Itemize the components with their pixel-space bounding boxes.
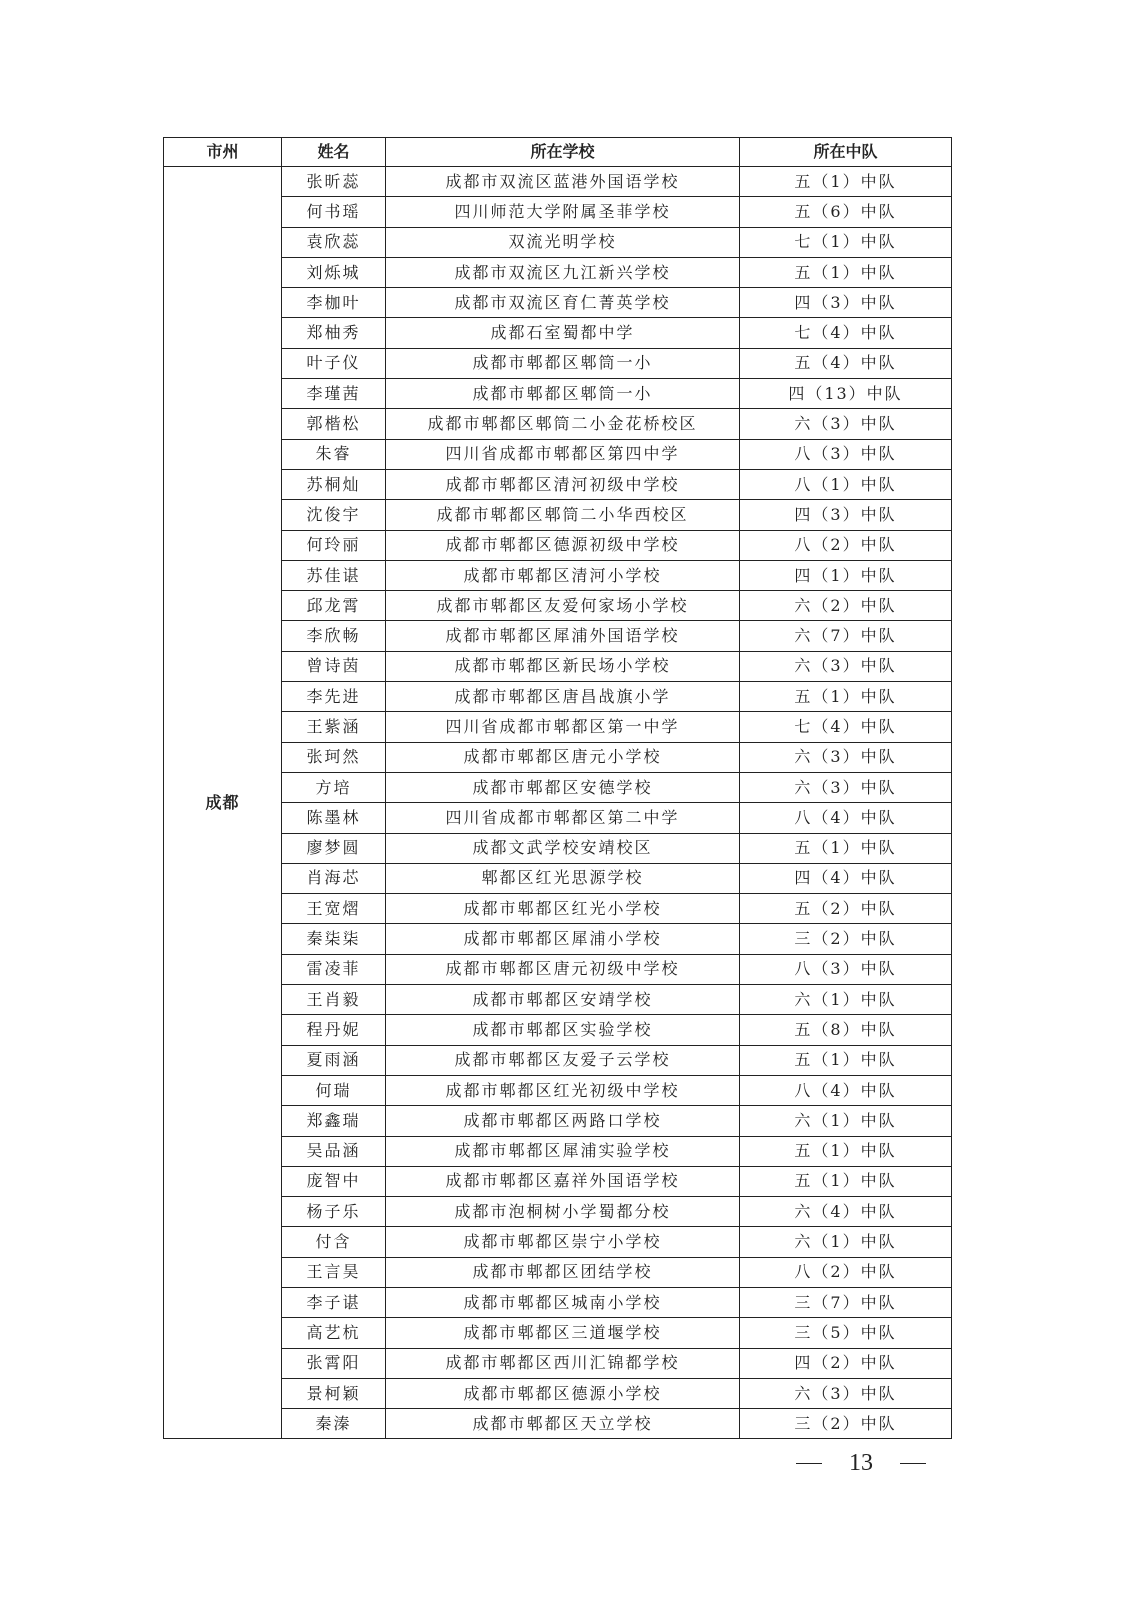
table-row [164, 227, 952, 257]
name-cell: 郑柚秀 [282, 318, 386, 348]
school-cell: 成都市郫都区团结学校 [386, 1257, 740, 1287]
school-cell: 成都市郫都区崇宁小学校 [386, 1227, 740, 1257]
school-cell: 成都市郫都区德源小学校 [386, 1378, 740, 1408]
table-row [164, 954, 952, 984]
school-cell: 成都市郫都区犀浦实验学校 [386, 1136, 740, 1166]
squad-cell: 六（1）中队 [740, 1106, 952, 1136]
school-cell: 成都市郫都区友爱何家场小学校 [386, 591, 740, 621]
table-row [164, 1106, 952, 1136]
table-row [164, 560, 952, 590]
squad-cell: 五（1）中队 [740, 833, 952, 863]
table-row [164, 1318, 952, 1348]
name-cell: 李枷叶 [282, 288, 386, 318]
table-row [164, 409, 952, 439]
school-cell: 成都市泡桐树小学蜀都分校 [386, 1197, 740, 1227]
table-row [164, 318, 952, 348]
name-cell: 夏雨涵 [282, 1045, 386, 1075]
school-cell: 成都市郫都区郫筒二小华西校区 [386, 500, 740, 530]
name-cell: 刘烁城 [282, 257, 386, 287]
school-cell: 成都市郫都区红光小学校 [386, 894, 740, 924]
school-cell: 成都市郫都区两路口学校 [386, 1106, 740, 1136]
table-row [164, 1348, 952, 1378]
school-cell: 成都市郫都区友爱子云学校 [386, 1045, 740, 1075]
header-city: 市州 [164, 138, 282, 167]
squad-cell: 四（1）中队 [740, 560, 952, 590]
name-cell: 邱龙霄 [282, 591, 386, 621]
school-cell: 成都文武学校安靖校区 [386, 833, 740, 863]
school-cell: 成都市郫都区清河小学校 [386, 560, 740, 590]
squad-cell: 五（8）中队 [740, 1015, 952, 1045]
squad-cell: 六（1）中队 [740, 1227, 952, 1257]
name-cell: 肖海芯 [282, 863, 386, 893]
name-cell: 何瑞 [282, 1075, 386, 1105]
name-cell: 袁欣蕊 [282, 227, 386, 257]
table-row [164, 379, 952, 409]
page-number: 13 [849, 1449, 873, 1476]
table-row [164, 712, 952, 742]
name-cell: 王宽熠 [282, 894, 386, 924]
name-cell: 李瑾茜 [282, 379, 386, 409]
squad-cell: 五（2）中队 [740, 894, 952, 924]
school-cell: 成都市郫都区红光初级中学校 [386, 1075, 740, 1105]
table-row [164, 1227, 952, 1257]
squad-cell: 四（4）中队 [740, 863, 952, 893]
table-row [164, 530, 952, 560]
school-cell: 四川师范大学附属圣菲学校 [386, 197, 740, 227]
name-cell: 张珂然 [282, 742, 386, 772]
school-cell: 成都市郫都区郫筒一小 [386, 379, 740, 409]
school-cell: 四川省成都市郫都区第一中学 [386, 712, 740, 742]
name-cell: 廖梦圆 [282, 833, 386, 863]
squad-cell: 三（2）中队 [740, 1409, 952, 1439]
squad-cell: 六（1）中队 [740, 985, 952, 1015]
squad-cell: 五（1）中队 [740, 257, 952, 287]
header-name: 姓名 [282, 138, 386, 167]
name-cell: 李子谌 [282, 1287, 386, 1317]
header-school: 所在学校 [386, 138, 740, 167]
squad-cell: 六（2）中队 [740, 591, 952, 621]
table-row [164, 894, 952, 924]
table-row [164, 1015, 952, 1045]
squad-cell: 五（1）中队 [740, 167, 952, 197]
name-cell: 景柯颖 [282, 1378, 386, 1408]
school-cell: 成都市双流区蓝港外国语学校 [386, 167, 740, 197]
name-cell: 雷凌菲 [282, 954, 386, 984]
table-row [164, 1075, 952, 1105]
squad-cell: 四（13）中队 [740, 379, 952, 409]
table-row [164, 1136, 952, 1166]
squad-cell: 四（3）中队 [740, 500, 952, 530]
squad-cell: 八（4）中队 [740, 1075, 952, 1105]
squad-cell: 六（3）中队 [740, 742, 952, 772]
page-footer [796, 1448, 926, 1478]
name-cell: 苏佳谌 [282, 560, 386, 590]
dash-right [900, 1463, 926, 1464]
school-cell: 成都市郫都区郫筒一小 [386, 348, 740, 378]
name-cell: 王紫涵 [282, 712, 386, 742]
squad-cell: 七（4）中队 [740, 318, 952, 348]
name-cell: 张霄阳 [282, 1348, 386, 1378]
name-cell: 朱睿 [282, 439, 386, 469]
name-cell: 庞智中 [282, 1166, 386, 1196]
name-cell: 沈俊宇 [282, 500, 386, 530]
school-cell: 成都市郫都区犀浦外国语学校 [386, 621, 740, 651]
squad-cell: 六（3）中队 [740, 1378, 952, 1408]
table-row [164, 651, 952, 681]
table-row [164, 500, 952, 530]
school-cell: 成都市郫都区实验学校 [386, 1015, 740, 1045]
table-header-row [164, 138, 952, 167]
squad-cell: 四（3）中队 [740, 288, 952, 318]
table-row [164, 803, 952, 833]
school-cell: 成都市郫都区德源初级中学校 [386, 530, 740, 560]
school-cell: 成都市双流区九江新兴学校 [386, 257, 740, 287]
squad-cell: 六（3）中队 [740, 651, 952, 681]
name-cell: 何书瑶 [282, 197, 386, 227]
squad-cell: 四（2）中队 [740, 1348, 952, 1378]
table-row [164, 1287, 952, 1317]
squad-cell: 八（4）中队 [740, 803, 952, 833]
name-cell: 杨子乐 [282, 1197, 386, 1227]
school-cell: 成都市郫都区唐昌战旗小学 [386, 682, 740, 712]
table-row [164, 1045, 952, 1075]
table-row [164, 1378, 952, 1408]
squad-cell: 八（3）中队 [740, 439, 952, 469]
squad-cell: 五（1）中队 [740, 1166, 952, 1196]
table-row [164, 197, 952, 227]
header-squad: 所在中队 [740, 138, 952, 167]
school-cell: 成都市郫都区天立学校 [386, 1409, 740, 1439]
name-cell: 曾诗茵 [282, 651, 386, 681]
school-cell: 成都市郫都区安靖学校 [386, 985, 740, 1015]
squad-cell: 六（4）中队 [740, 1197, 952, 1227]
table-row [164, 742, 952, 772]
squad-cell: 三（7）中队 [740, 1287, 952, 1317]
table-row [164, 288, 952, 318]
squad-cell: 七（4）中队 [740, 712, 952, 742]
squad-cell: 五（1）中队 [740, 1136, 952, 1166]
school-cell: 郫都区红光思源学校 [386, 863, 740, 893]
school-cell: 成都市郫都区新民场小学校 [386, 651, 740, 681]
table-row [164, 1409, 952, 1439]
school-cell: 成都市双流区育仁菁英学校 [386, 288, 740, 318]
name-cell: 秦柒柒 [282, 924, 386, 954]
school-cell: 成都市郫都区西川汇锦都学校 [386, 1348, 740, 1378]
dash-left [796, 1463, 822, 1464]
squad-cell: 六（3）中队 [740, 409, 952, 439]
table-row [164, 1166, 952, 1196]
name-cell: 李欣畅 [282, 621, 386, 651]
squad-cell: 六（7）中队 [740, 621, 952, 651]
name-cell: 付含 [282, 1227, 386, 1257]
name-cell: 郭楷松 [282, 409, 386, 439]
school-cell: 双流光明学校 [386, 227, 740, 257]
school-cell: 四川省成都市郫都区第二中学 [386, 803, 740, 833]
name-cell: 叶子仪 [282, 348, 386, 378]
table-row [164, 1197, 952, 1227]
roster-table [163, 137, 952, 1439]
squad-cell: 八（2）中队 [740, 1257, 952, 1287]
table-row [164, 621, 952, 651]
school-cell: 成都市郫都区三道堰学校 [386, 1318, 740, 1348]
squad-cell: 五（1）中队 [740, 682, 952, 712]
name-cell: 高艺杭 [282, 1318, 386, 1348]
name-cell: 李先进 [282, 682, 386, 712]
table-row [164, 772, 952, 802]
school-cell: 成都市郫都区唐元小学校 [386, 742, 740, 772]
school-cell: 成都市郫都区郫筒二小金花桥校区 [386, 409, 740, 439]
school-cell: 成都市郫都区唐元初级中学校 [386, 954, 740, 984]
table-body [164, 167, 952, 1439]
table-row [164, 167, 952, 197]
name-cell: 陈墨林 [282, 803, 386, 833]
squad-cell: 五（4）中队 [740, 348, 952, 378]
school-cell: 成都石室蜀都中学 [386, 318, 740, 348]
squad-cell: 五（6）中队 [740, 197, 952, 227]
squad-cell: 八（2）中队 [740, 530, 952, 560]
table-row [164, 924, 952, 954]
squad-cell: 八（1）中队 [740, 469, 952, 499]
squad-cell: 六（3）中队 [740, 772, 952, 802]
city-cell: 成都 [164, 167, 282, 1439]
table-row [164, 833, 952, 863]
table-row [164, 591, 952, 621]
table-row [164, 469, 952, 499]
name-cell: 吴品涵 [282, 1136, 386, 1166]
name-cell: 郑鑫瑞 [282, 1106, 386, 1136]
squad-cell: 三（5）中队 [740, 1318, 952, 1348]
name-cell: 张昕蕊 [282, 167, 386, 197]
name-cell: 苏桐灿 [282, 469, 386, 499]
squad-cell: 八（3）中队 [740, 954, 952, 984]
table-row [164, 439, 952, 469]
school-cell: 四川省成都市郫都区第四中学 [386, 439, 740, 469]
school-cell: 成都市郫都区安德学校 [386, 772, 740, 802]
name-cell: 何玲丽 [282, 530, 386, 560]
name-cell: 王肖毅 [282, 985, 386, 1015]
squad-cell: 七（1）中队 [740, 227, 952, 257]
table-row [164, 863, 952, 893]
table-row [164, 1257, 952, 1287]
school-cell: 成都市郫都区城南小学校 [386, 1287, 740, 1317]
table-row [164, 682, 952, 712]
school-cell: 成都市郫都区犀浦小学校 [386, 924, 740, 954]
school-cell: 成都市郫都区清河初级中学校 [386, 469, 740, 499]
name-cell: 程丹妮 [282, 1015, 386, 1045]
name-cell: 秦溱 [282, 1409, 386, 1439]
table-row [164, 985, 952, 1015]
name-cell: 王言昊 [282, 1257, 386, 1287]
table-row [164, 348, 952, 378]
table-row [164, 257, 952, 287]
name-cell: 方培 [282, 772, 386, 802]
squad-cell: 五（1）中队 [740, 1045, 952, 1075]
squad-cell: 三（2）中队 [740, 924, 952, 954]
school-cell: 成都市郫都区嘉祥外国语学校 [386, 1166, 740, 1196]
